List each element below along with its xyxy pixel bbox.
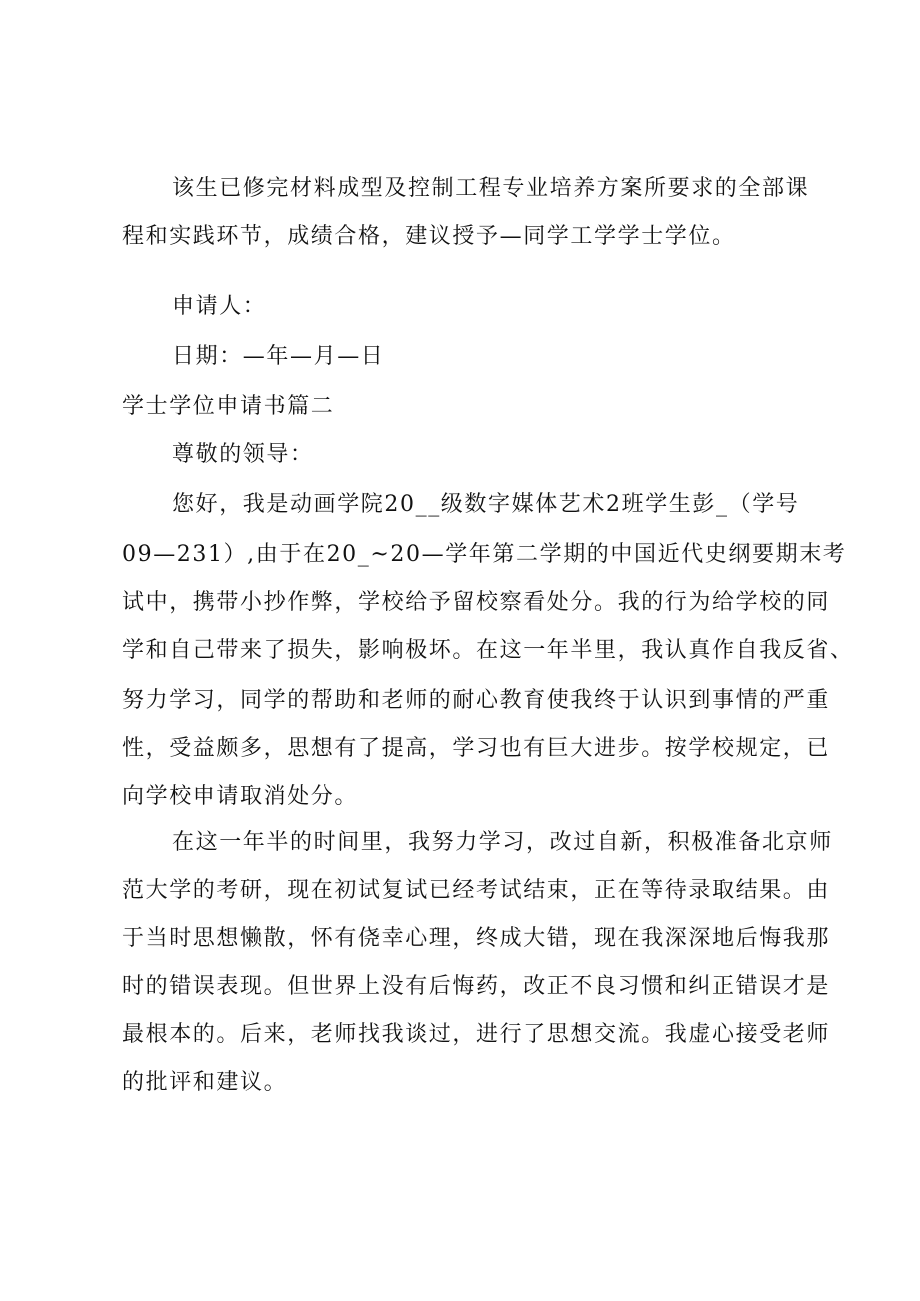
para3-line-3: 于当时思想懒散，怀有侥幸心理，终成大错，现在我深深地后悔我那 (122, 926, 831, 951)
applicant-label: 申请人： (172, 294, 267, 319)
para3-line-5: 最根本的。后来，老师找我谈过，进行了思想交流。我虚心接受老师 (122, 1022, 831, 1047)
section-title: 学士学位申请书篇二 (122, 394, 335, 419)
para3-line-2: 范大学的考研，现在初试复试已经考试结束，正在等待录取结果。由 (122, 878, 831, 903)
para2-line-6: 性，受益颇多，思想有了提高，学习也有巨大进步。按学校规定，已 (122, 736, 831, 761)
para1-line-1: 该生已修完材料成型及控制工程专业培养方案所要求的全部课 (172, 176, 810, 201)
para2-line-1: 您好，我是动画学院20__级数字媒体艺术2班学生彭_（学号 (172, 492, 800, 517)
para3-line-6: 的批评和建议。 (122, 1070, 288, 1095)
para1-line-2: 程和实践环节，成绩合格，建议授予—同学工学学士学位。 (122, 224, 736, 249)
para2-line-7: 向学校申请取消处分。 (122, 784, 359, 809)
para2-line-5: 努力学习，同学的帮助和老师的耐心教育使我终于认识到事情的严重 (122, 688, 831, 713)
para2-line-3: 试中，携带小抄作弊，学校给予留校察看处分。我的行为给学校的同 (122, 590, 831, 615)
para3-line-4: 时的错误表现。但世界上没有后悔药，改正不良习惯和纠正错误才是 (122, 974, 831, 999)
para2-line-2: 09—231）,由于在20_~20—学年第二学期的中国近代史纲要期末考 (122, 542, 847, 567)
salutation: 尊敬的领导： (172, 442, 314, 467)
para2-line-4: 学和自己带来了损失，影响极坏。在这一年半里，我认真作自我反省、 (122, 638, 854, 663)
para3-line-1: 在这一年半的时间里，我努力学习，改过自新，积极准备北京师 (172, 830, 833, 855)
date-line: 日期：—年—月—日 (172, 344, 385, 369)
